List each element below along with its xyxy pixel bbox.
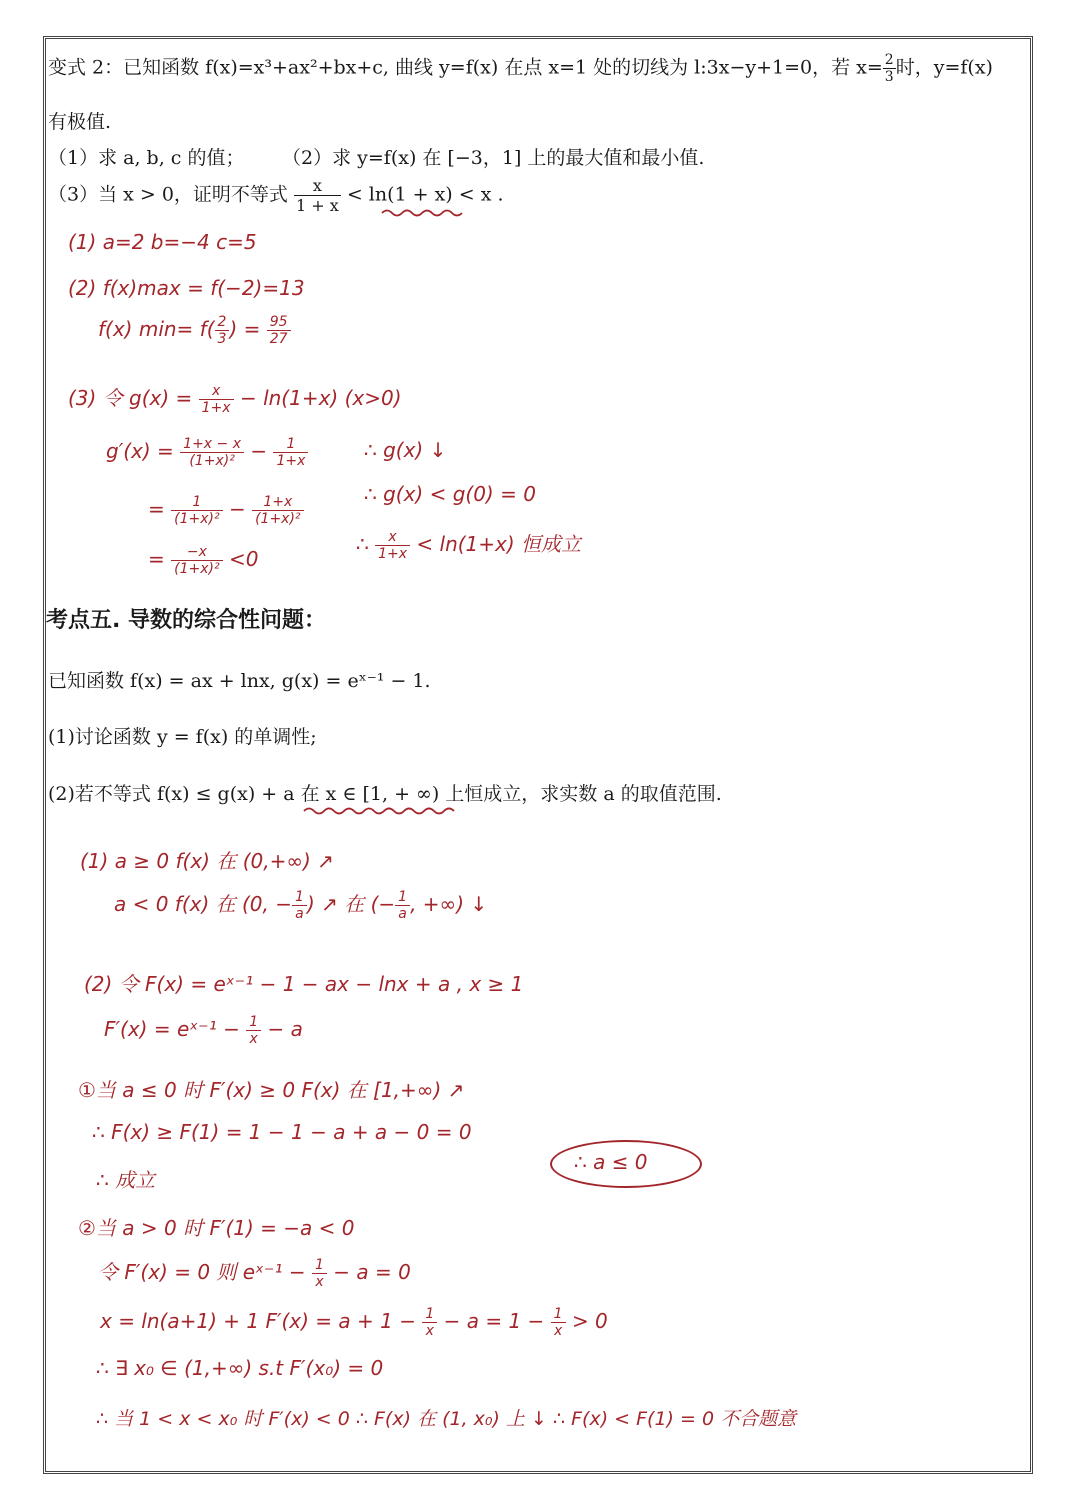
- answer1-part1: (1) a=2 b=−4 c=5: [68, 230, 257, 254]
- problem1-line1-text: 变式 2：已知函数 f(x)=x³+ax²+bx+c, 曲线 y=f(x) 在点 x=1 处的切线为 l:3x−y+1=0，若 x=: [48, 56, 883, 79]
- answer1-part2-min: f(x) min= f( $\frac{2}{3}$ ) = $\frac{95}{27}$: [98, 314, 291, 347]
- answer2-line10: x = ln(a+1) + 1 F′(x) = a + 1 − $\frac{1}{x}$ − a = 1 − $\frac{1}{x}$ > 0: [100, 1306, 608, 1339]
- problem1-q3-fraction: $\frac{x}{1 + x}$: [295, 176, 339, 215]
- answer2-line7: ∴ 成立: [96, 1168, 156, 1192]
- problem1-fraction: $\frac{2}{3}$: [884, 52, 894, 85]
- answer2-oval-text: ∴ a ≤ 0: [574, 1150, 648, 1174]
- problem2-stem: 已知函数 f(x) = ax + lnx, g(x) = eˣ⁻¹ − 1.: [48, 670, 431, 692]
- answer1-part2-max: (2) f(x)max = f(−2)=13: [68, 276, 305, 300]
- answer2-line3: (2) 令 F(x) = eˣ⁻¹ − 1 − ax − lnx + a , x ≥ 1: [84, 972, 524, 996]
- problem1-q2: （2）求 y=f(x) 在 [−3，1] 上的最大值和最小值.: [282, 147, 705, 169]
- wavy-underline-2: [302, 806, 460, 816]
- answer2-line11: ∴ ∃ x₀ ∈ (1,+∞) s.t F′(x₀) = 0: [96, 1356, 384, 1380]
- answer2-line8: ②当 a > 0 时 F′(1) = −a < 0: [78, 1216, 355, 1240]
- answer2-line2: a < 0 f(x) 在 (0, − $\frac{1}{a}$ ) ↗ 在 (− $\frac{1}{a}$ , +∞) ↓: [114, 889, 488, 922]
- section-heading: 考点五. 导数的综合性问题：: [46, 608, 327, 633]
- answer2-line5: ①当 a ≤ 0 时 F′(x) ≥ 0 F(x) 在 [1,+∞) ↗: [78, 1078, 465, 1102]
- problem1-line2: 有极值.: [48, 111, 112, 133]
- problem1-q3: （3）当 x > 0，证明不等式 $\frac{x}{1 + x}$ < ln(1 + x) < x .: [48, 176, 504, 215]
- answer2-line6: ∴ F(x) ≥ F(1) = 1 − 1 − a + a − 0 = 0: [92, 1120, 472, 1144]
- answer1-part3-head: (3) 令 g(x) = $\frac{x}{1+x}$ − ln(1+x) (x>0): [68, 383, 402, 416]
- answer1-conclusion3: ∴ $\frac{x}{1+x}$ < ln(1+x) 恒成立: [356, 529, 582, 562]
- answer2-line1: (1) a ≥ 0 f(x) 在 (0,+∞) ↗: [80, 849, 334, 873]
- problem1-q1: （1）求 a, b, c 的值；: [48, 147, 245, 169]
- answer1-derivative-line2: = $\frac{1}{\text{(1+x)²}}$ − $\frac{1+x}{\text{(1+x)²}}$: [148, 494, 304, 527]
- problem1-line1: [48, 52, 993, 85]
- answer2-line4: F′(x) = eˣ⁻¹ − $\frac{1}{x}$ − a: [104, 1014, 303, 1047]
- problem2-q2: (2)若不等式 f(x) ≤ g(x) + a 在 x ∈ [1, + ∞) 上恒成立，求实数 a 的取值范围.: [48, 783, 722, 805]
- answer2-line9: 令 F′(x) = 0 则 eˣ⁻¹ − $\frac{1}{x}$ − a = 0: [98, 1257, 411, 1290]
- answer2-line12: ∴ 当 1 < x < x₀ 时 F′(x) < 0 ∴ F(x) 在 (1, x₀) 上 ↓ ∴ F(x) < F(1) = 0 不合题意: [96, 1408, 797, 1430]
- problem2-q1: (1)讨论函数 y = f(x) 的单调性;: [48, 726, 317, 748]
- answer1-derivative-line1: g′(x) = $\frac{1+x - x}{\text{(1+x)²}}$ − $\frac{1}{1+x}$: [106, 436, 308, 469]
- answer1-conclusion2: ∴ g(x) < g(0) = 0: [364, 482, 536, 506]
- answer1-derivative-line3: = $\frac{-x}{\text{(1+x)²}}$ <0: [148, 544, 259, 577]
- wavy-underline-1: [380, 208, 466, 218]
- answer1-conclusion1: ∴ g(x) ↓: [364, 438, 447, 462]
- problem1-line1-tail: 时，y=f(x): [895, 56, 993, 79]
